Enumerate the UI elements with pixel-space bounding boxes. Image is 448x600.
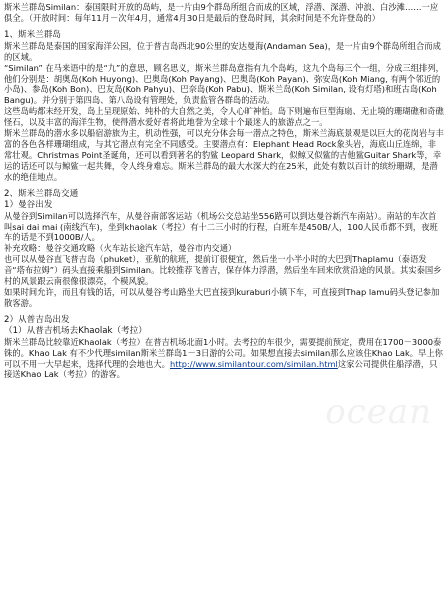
section-1-paragraph: 斯米兰群岛是泰国的国家海洋公园，位于普吉岛西北90公里的安达曼海(Andaman Sea)，是一片由9个群岛所组合而成的区域。 bbox=[4, 40, 441, 62]
subsection-khaolak-title: （1）从普吉机场去Khaolak（考拉） bbox=[4, 325, 147, 336]
section-1-paragraph: “Similan” 在马来语中的是“九”的意思，顾名思义，斯米兰群岛意指有九个岛屿，这九个岛每三个一组，分成三组排列，他们分别是：胡奥岛(Koh Huyong)、巴奥岛(Koh Payang)、巴奥岛(Koh Payan)、弥安岛(Koh Miang, 有两个邻近的小岛)、参岛(Koh Bon)、巴友岛(Koh Pahyu)、巴奈岛(Koh Pabu)、斯米兰岛(Koh Similan, 设有灯塔)和班古岛(Koh Bangu)。并分别于第四岛、第八岛设有管理处，负责监管各群岛的活动。 bbox=[4, 62, 444, 106]
watermark: ocean bbox=[325, 392, 432, 432]
similantour-link[interactable]: http://www.similantour.com/similan.html bbox=[169, 358, 338, 369]
bangkok-paragraph: 补充攻略：曼谷交通攻略（火车站长途汽车站，曼谷市内交通） bbox=[4, 243, 237, 254]
subsection-phuket-title: 2）从普吉岛出发 bbox=[4, 314, 70, 325]
section-1-paragraph: 这些岛屿都未经开发，岛上呈现原始、纯朴的大自然之美，令人心旷神怡。岛下则遍布巨型海扇、无止境的珊瑚礁和奇礁怪石，以及丰富的海洋生物，使得潜水爱好者将此地誉为全球十个最迷人的旅游点之一。 bbox=[4, 106, 444, 128]
intro-paragraph: 斯米兰群岛Similan：泰国限时开放的岛屿，是一片由9个群岛所组合而成的区域，浮潜、深潜、冲浪、白沙滩……一应俱全。（开放时间：每年11月－次年4月，通常4月30日是最后的登岛时间，其余时间是不允许登岛的） bbox=[4, 2, 439, 23]
khaolak-paragraph-tail: 这家公司提供住船浮潜，只接送Khao Lak（考拉）的游客。 bbox=[4, 358, 438, 380]
bangkok-paragraph: 也可以从曼谷直飞普吉岛（phuket），亚航的航班，提前订很便宜，然后坐一小半小时的大巴到Thaplamu（泰语发音“塔布拉姆”）码头直接乘船到Similan。比较推荐飞普吉，保存体力浮潜，然后坐车回来欣赏沿途的风景。其实泰国乡村的风景跟云南很像很漂亮，个模风貌。 bbox=[4, 254, 442, 287]
section-1-title: 1、斯米兰群岛 bbox=[4, 29, 62, 40]
bangkok-paragraph: 如果时间允许，而且有钱的话，可以从曼谷考山路坐大巴直接到kuraburi小镇下车，可直接到Thap lamu码头登记参加散客游。 bbox=[4, 286, 440, 308]
subsection-bangkok-title: 1）曼谷出发 bbox=[4, 199, 53, 210]
bangkok-paragraph: 从曼谷到Similan可以选择汽车，从曼谷南部客运站（机场公交总站坐556路可以到达曼谷新汽车南站）。南站的车次首叫sai dai mai (南线汽车)，坐到khaolak（考拉）有十二三小时的行程，白班车是450B/人，100人民币都不到，夜班车的话是不到1000B/人。 bbox=[4, 210, 438, 243]
section-1-paragraph: 斯米兰群岛的潜水多以船宿游旅为主，机动性强，可以充分体会每一潜点之特色，斯米兰海底景观是以巨大的花岗岩与丰富的各色各样珊瑚组成，与其它潜点有完全不同感受。主要潜点有：Elephant Head Rock象头岩，海底山丘连绵，非常壮观。Christmas Point圣诞角，还可以看到著名的豹鲨 Leopard Shark，似鲸又似鲨的吉他鲨Guitar Shark等，幸运的话还可以与鲸鲨一起共舞，令人终身难忘。斯米兰群岛的最大水深大约在25米，此处有数以百计的缤纷珊瑚，是潜水的绝佳地点。 bbox=[4, 128, 444, 182]
section-2-title: 2、斯米兰群岛交通 bbox=[4, 188, 79, 199]
document-body bbox=[4, 2, 444, 380]
khaolak-paragraph bbox=[4, 337, 444, 381]
khaolak-paragraph-text: 斯米兰群岛比较靠近Khaolak（考拉）在普吉机场北面1小时。去考拉的车很少，需要提前预定，费用在1700－3000泰铢的。Khao Lak 有不少代理similan斯米兰群岛1－3日游的公司。如果想直接去similan那么应该住Khao Lak。早上你可以不用一大早起来，选择代理的会地也大。 bbox=[4, 336, 443, 369]
